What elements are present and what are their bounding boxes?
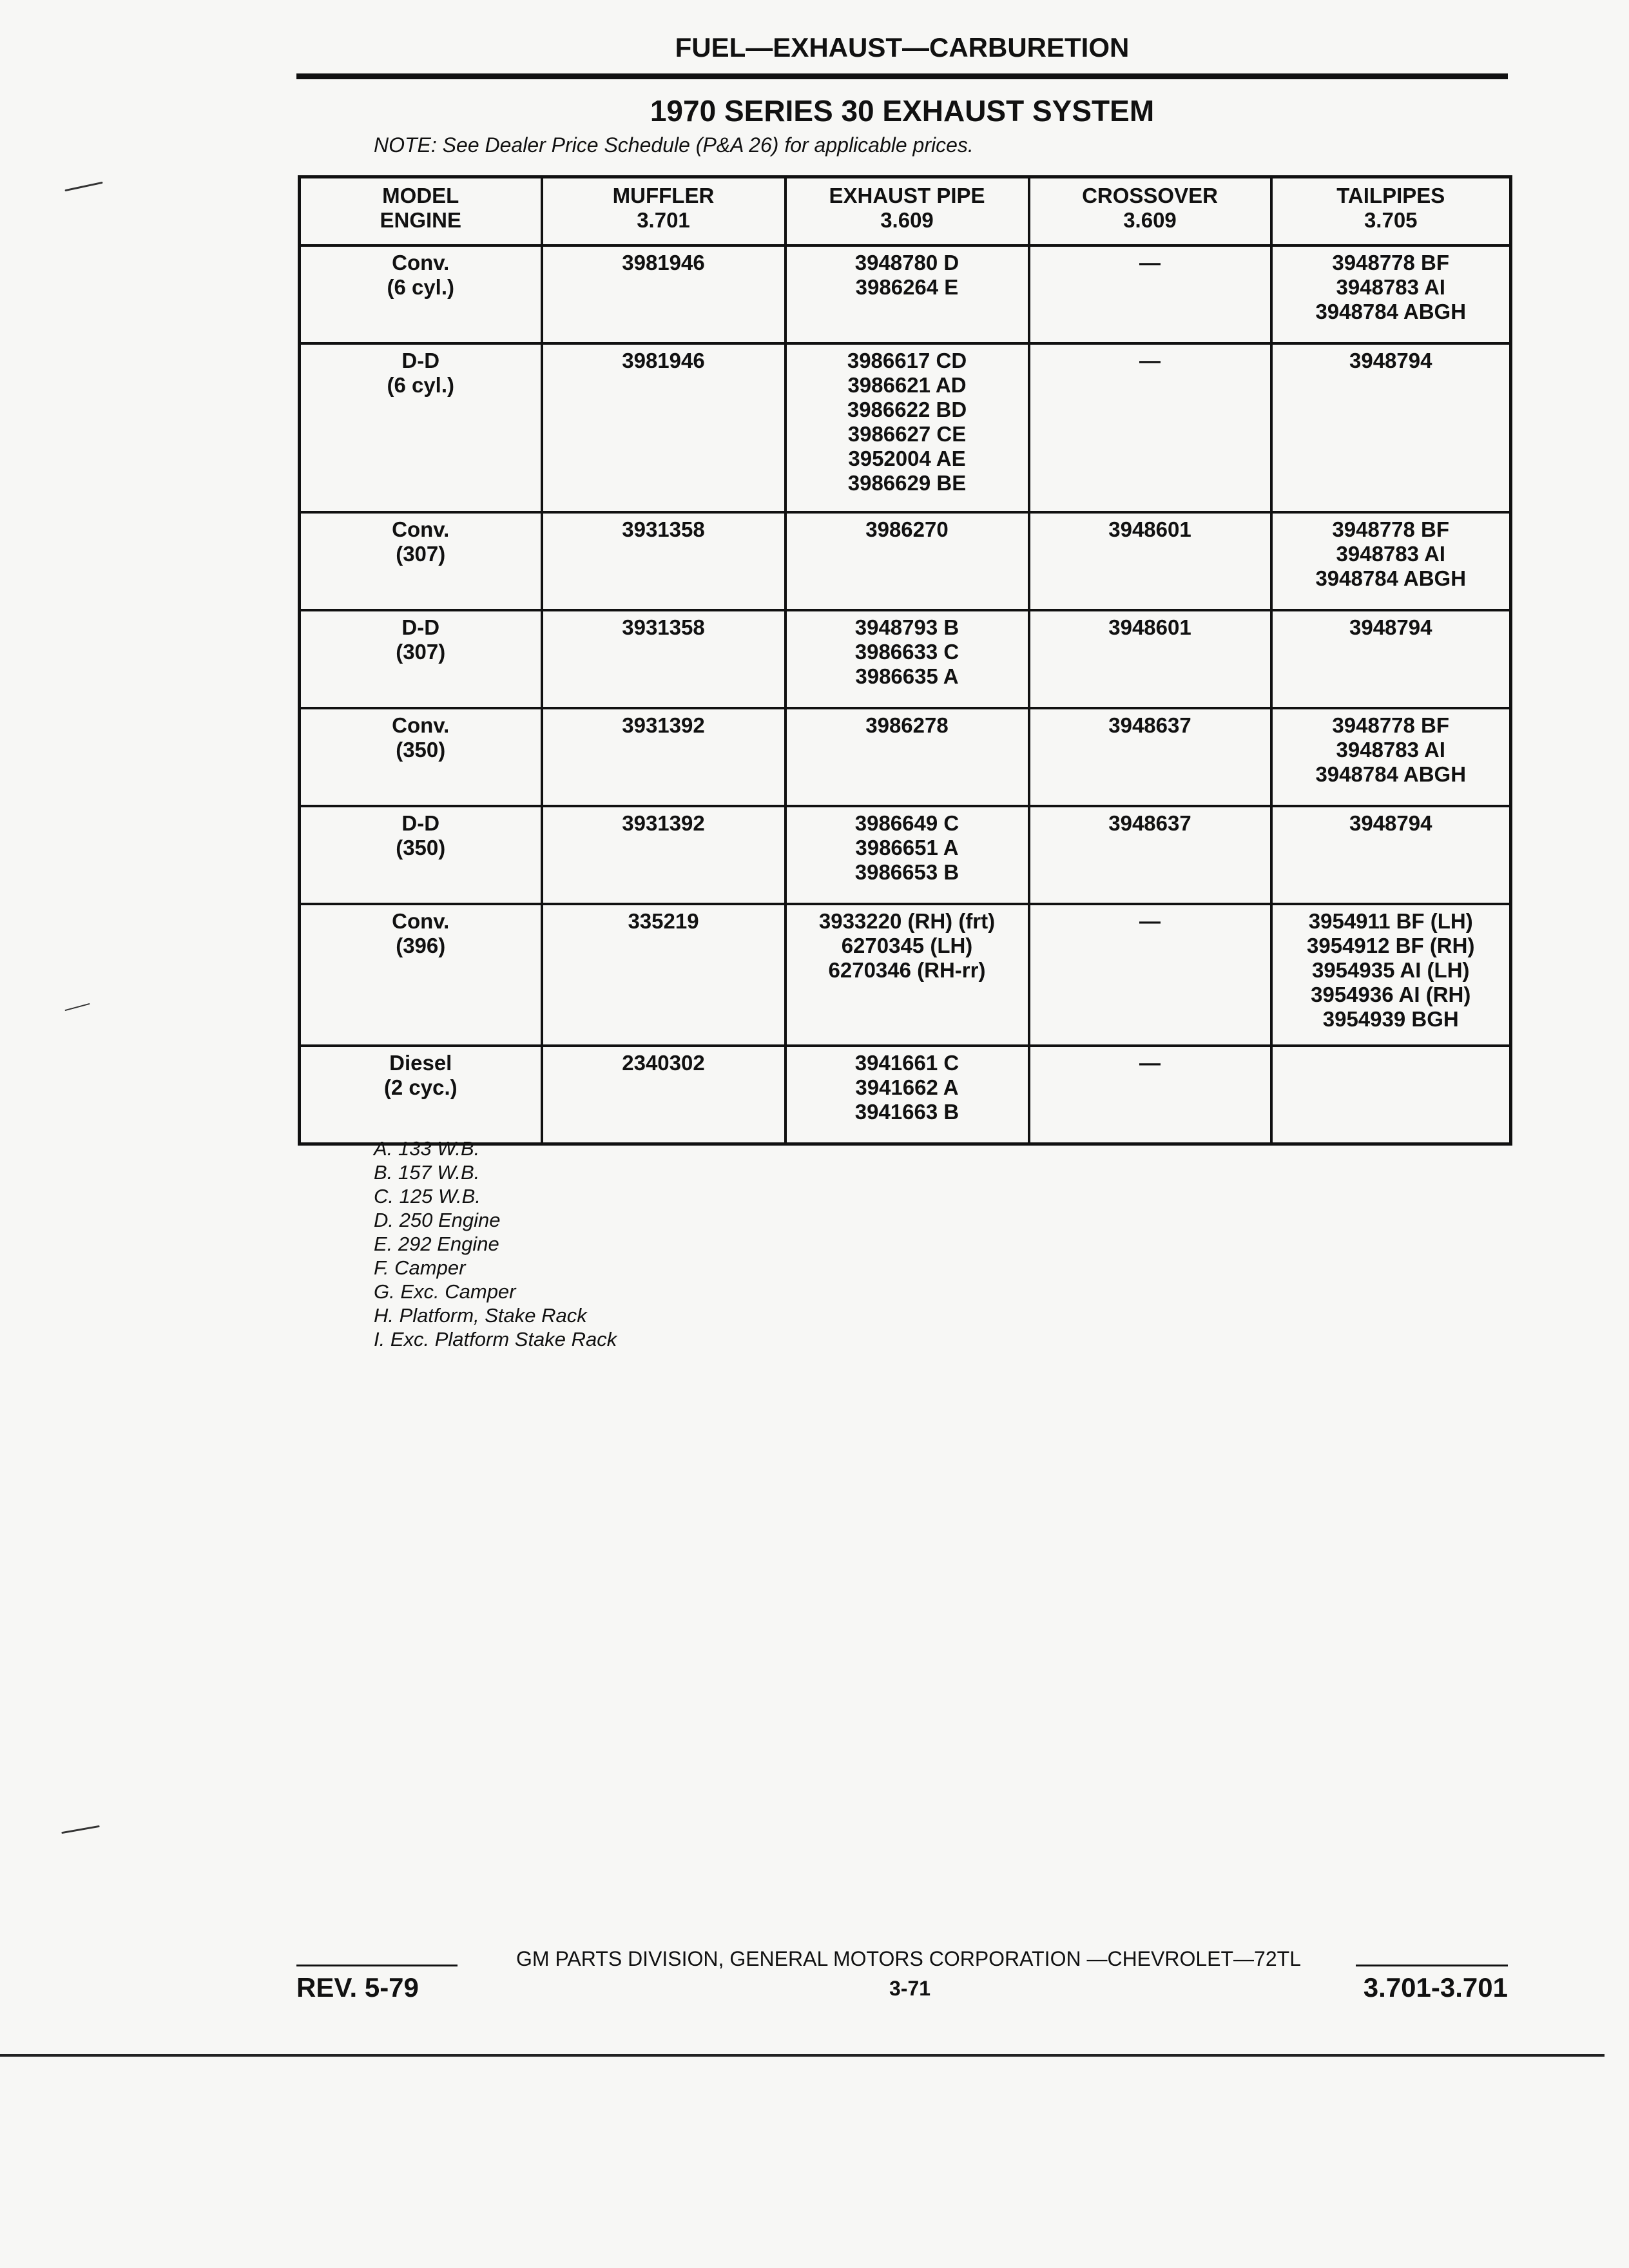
footnote-legend	[374, 1137, 760, 1351]
cell-line: 3986627 CE	[847, 422, 967, 446]
cell-line: 3986653 B	[854, 860, 959, 884]
table-row	[300, 904, 1511, 1046]
cell-crossover	[1029, 245, 1271, 343]
cell-tailpipes	[1271, 904, 1511, 1046]
page-number: 3-71	[889, 1977, 931, 2000]
cell-tailpipes	[1271, 1046, 1511, 1144]
cell-line: 3986633 C	[854, 640, 959, 664]
cell-line: 3931358	[622, 615, 705, 639]
cell-line: 3986270	[865, 517, 949, 541]
cell-line: 3941663 B	[854, 1100, 959, 1124]
cell-line: 3948783 AI	[1336, 542, 1445, 566]
cell-line: 3981946	[622, 251, 705, 274]
cell-tailpipes	[1271, 610, 1511, 708]
legend-item: C. 125 W.B.	[374, 1185, 481, 1207]
cell-model	[300, 610, 542, 708]
cell-muffler	[542, 904, 786, 1046]
table-row	[300, 343, 1511, 512]
cell-model	[300, 806, 542, 904]
cell-line: 3948637	[1108, 713, 1191, 737]
cell-line: —	[1139, 349, 1161, 372]
cell-tailpipes	[1271, 708, 1511, 806]
cell-line: (307)	[396, 640, 446, 664]
cell-muffler	[542, 708, 786, 806]
cell-line: D-D	[401, 811, 440, 835]
scan-mark	[64, 182, 102, 191]
cell-muffler	[542, 806, 786, 904]
cell-line: Conv.	[392, 713, 450, 737]
cell-exhaust-pipe	[786, 806, 1029, 904]
section-title: FUEL—EXHAUST—CARBURETION	[675, 32, 1130, 62]
table-row	[300, 1046, 1511, 1144]
table-row	[300, 610, 1511, 708]
cell-exhaust-pipe	[786, 708, 1029, 806]
cell-line: (6 cyl.)	[387, 275, 455, 299]
cell-exhaust-pipe	[786, 343, 1029, 512]
cell-line: 3948783 AI	[1336, 275, 1445, 299]
revision-label: REV. 5-79	[296, 1972, 419, 2003]
column-header-crossover: CROSSOVER 3.609	[1029, 177, 1271, 246]
section-rule	[296, 73, 1508, 79]
cell-crossover	[1029, 512, 1271, 610]
cell-line: Conv.	[392, 909, 450, 933]
cell-line: 3948778 BF	[1332, 251, 1450, 274]
cell-line: 2340302	[622, 1051, 705, 1075]
cell-line: Conv.	[392, 251, 450, 274]
column-header-muffler: MUFFLER 3.701	[542, 177, 786, 246]
cell-line: D-D	[401, 349, 440, 372]
cell-muffler	[542, 610, 786, 708]
cell-model	[300, 904, 542, 1046]
column-header-tailpipes: TAILPIPES 3.705	[1271, 177, 1511, 246]
cell-line: 3948601	[1108, 517, 1191, 541]
cell-line: 3952004 AE	[848, 447, 966, 470]
cell-crossover	[1029, 1046, 1271, 1144]
column-header-exhaust-pipe: EXHAUST PIPE 3.609	[786, 177, 1029, 246]
cell-exhaust-pipe	[786, 610, 1029, 708]
table-row	[300, 806, 1511, 904]
table-row	[300, 245, 1511, 343]
cell-line: 3933220 (RH) (frt)	[818, 909, 996, 933]
footer-rule-left	[296, 1965, 458, 1966]
cell-line: 3954912 BF (RH)	[1307, 934, 1475, 957]
cell-crossover	[1029, 343, 1271, 512]
cell-crossover	[1029, 708, 1271, 806]
footer-rule-right	[1356, 1965, 1508, 1966]
cell-muffler	[542, 245, 786, 343]
cell-line: 3986629 BE	[847, 471, 967, 495]
cell-line: 3948784 ABGH	[1315, 300, 1467, 323]
cell-line: 3931392	[622, 713, 705, 737]
cell-model	[300, 1046, 542, 1144]
cell-line: 3948794	[1349, 349, 1432, 372]
cell-line: 3948637	[1108, 811, 1191, 835]
cell-line: 3948780 D	[854, 251, 959, 274]
cell-line: 3948793 B	[854, 615, 959, 639]
cell-line: 3986622 BD	[847, 398, 967, 421]
cell-tailpipes	[1271, 343, 1511, 512]
cell-line: 3948794	[1349, 811, 1432, 835]
cell-line: 3986617 CD	[847, 349, 967, 372]
cell-line: —	[1139, 909, 1161, 933]
cell-line: 3948784 ABGH	[1315, 762, 1467, 786]
legend-item: I. Exc. Platform Stake Rack	[374, 1328, 617, 1350]
cell-crossover	[1029, 806, 1271, 904]
page-title: 1970 SERIES 30 EXHAUST SYSTEM	[650, 94, 1155, 128]
footer-corporation: GM PARTS DIVISION, GENERAL MOTORS CORPORATION —CHEVROLET—72TL	[516, 1947, 1301, 1970]
cell-exhaust-pipe	[786, 245, 1029, 343]
cell-tailpipes	[1271, 512, 1511, 610]
cell-line: 3954939 BGH	[1322, 1007, 1459, 1031]
cell-model	[300, 512, 542, 610]
cell-line: Conv.	[392, 517, 450, 541]
cell-model	[300, 708, 542, 806]
cell-line: 3954911 BF (LH)	[1308, 909, 1473, 933]
legend-item: G. Exc. Camper	[374, 1280, 516, 1303]
cell-model	[300, 245, 542, 343]
cell-line: 3954936 AI (RH)	[1311, 983, 1471, 1006]
cell-line: 6270346 (RH-rr)	[828, 958, 986, 982]
cell-line: (350)	[396, 738, 446, 762]
cell-line: 3986621 AD	[847, 373, 967, 397]
legend-item: B. 157 W.B.	[374, 1161, 480, 1184]
cell-muffler	[542, 343, 786, 512]
cell-line: 3948778 BF	[1332, 713, 1450, 737]
table-row	[300, 708, 1511, 806]
cell-exhaust-pipe	[786, 512, 1029, 610]
cell-line: 3986635 A	[855, 664, 959, 688]
scan-mark	[61, 1825, 100, 1834]
legend-item: A. 133 W.B.	[374, 1137, 480, 1160]
table-header-row	[300, 177, 1511, 246]
legend-item: E. 292 Engine	[374, 1233, 499, 1255]
cell-line: —	[1139, 1051, 1161, 1075]
column-header-model: MODEL ENGINE	[300, 177, 542, 246]
cell-line: 3986649 C	[854, 811, 959, 835]
cell-exhaust-pipe	[786, 904, 1029, 1046]
cell-muffler	[542, 1046, 786, 1144]
cell-exhaust-pipe	[786, 1046, 1029, 1144]
table-row	[300, 512, 1511, 610]
cell-line: Diesel	[389, 1051, 452, 1075]
cell-line: (350)	[396, 836, 446, 860]
cell-line: 3948601	[1108, 615, 1191, 639]
cell-line: 3986278	[865, 713, 949, 737]
cell-tailpipes	[1271, 245, 1511, 343]
cell-line: (6 cyl.)	[387, 373, 455, 397]
scan-mark	[64, 1003, 90, 1011]
cell-tailpipes	[1271, 806, 1511, 904]
cell-line: 3948778 BF	[1332, 517, 1450, 541]
cell-line: (307)	[396, 542, 446, 566]
cell-line: 3981946	[622, 349, 705, 372]
price-note: NOTE: See Dealer Price Schedule (P&A 26) for applicable prices.	[374, 133, 974, 157]
cell-line: (396)	[396, 934, 446, 957]
cell-crossover	[1029, 904, 1271, 1046]
cell-line: 3986651 A	[855, 836, 959, 860]
page-bottom-rule	[0, 2054, 1605, 2057]
cell-line: 3941661 C	[854, 1051, 959, 1075]
cell-muffler	[542, 512, 786, 610]
section-code: 3.701-3.701	[1363, 1972, 1508, 2003]
cell-model	[300, 343, 542, 512]
legend-item: D. 250 Engine	[374, 1209, 501, 1231]
cell-line: D-D	[401, 615, 440, 639]
cell-line: 3931358	[622, 517, 705, 541]
cell-line: —	[1139, 251, 1161, 274]
cell-line: 3931392	[622, 811, 705, 835]
cell-line: 3986264 E	[855, 275, 959, 299]
cell-line: 3948784 ABGH	[1315, 566, 1467, 590]
exhaust-parts-table	[298, 175, 1512, 1146]
cell-line: 3941662 A	[855, 1075, 959, 1099]
cell-line: 3954935 AI (LH)	[1311, 958, 1470, 982]
legend-item: F. Camper	[374, 1256, 466, 1279]
cell-line: 3948783 AI	[1336, 738, 1445, 762]
cell-line: 6270345 (LH)	[841, 934, 973, 957]
cell-line: (2 cyc.)	[383, 1075, 458, 1099]
legend-item: H. Platform, Stake Rack	[374, 1304, 587, 1327]
cell-crossover	[1029, 610, 1271, 708]
cell-line: 3948794	[1349, 615, 1432, 639]
cell-line: 335219	[628, 909, 699, 933]
